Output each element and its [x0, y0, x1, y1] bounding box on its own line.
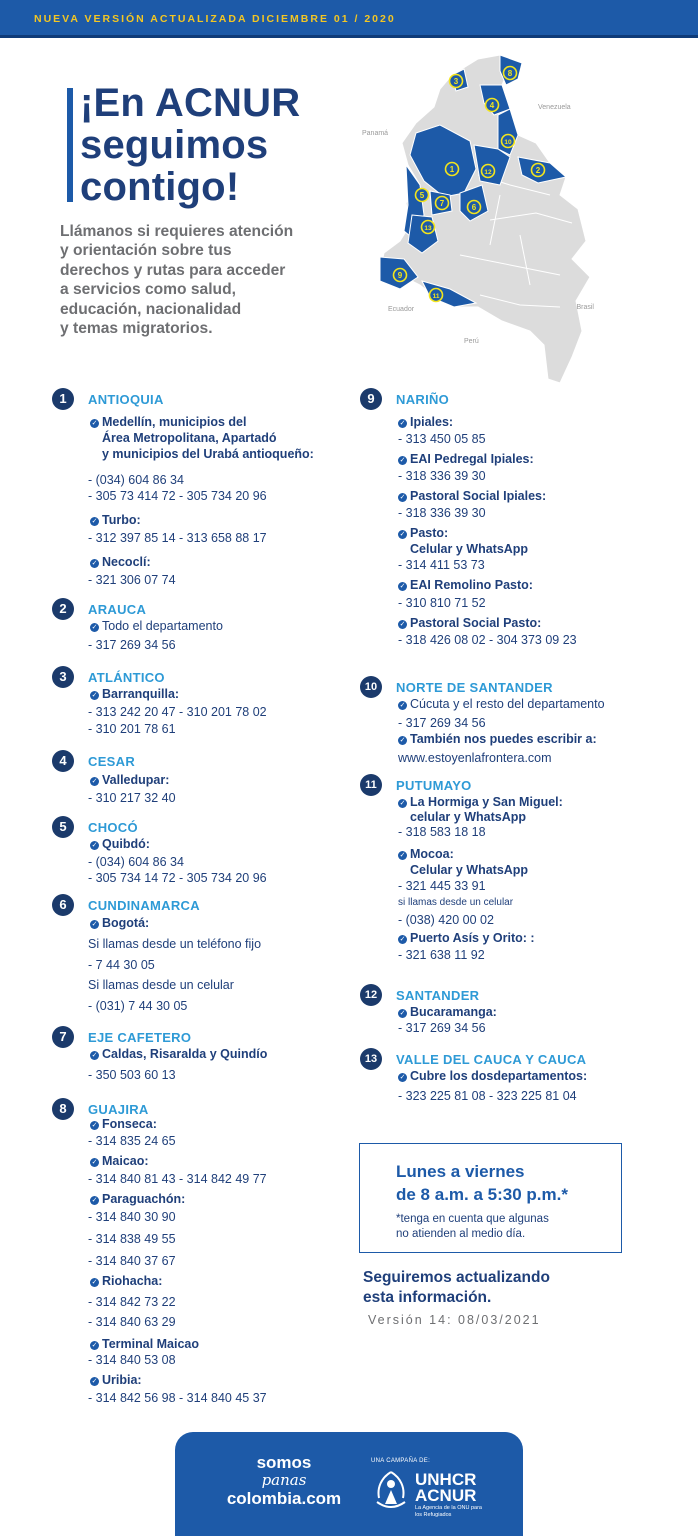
- line-text: Uribia:: [102, 1373, 142, 1387]
- department-number-badge: 4: [52, 750, 74, 772]
- department-number-badge: 12: [360, 984, 382, 1006]
- check-icon: ✓: [91, 692, 98, 699]
- location-label: [398, 615, 541, 631]
- line-text: - 318 583 18 18: [398, 825, 486, 839]
- check-icon: ✓: [91, 1378, 98, 1385]
- location-label: [90, 618, 223, 634]
- department-name: NARIÑO: [396, 392, 450, 407]
- intro-line: a servicios como salud,: [60, 281, 236, 299]
- location-label: [90, 554, 151, 570]
- location-label: [398, 525, 448, 541]
- check-icon: ✓: [91, 778, 98, 785]
- hours-time: de 8 a.m. a 5:30 p.m.*: [396, 1185, 568, 1204]
- department-number-badge: 11: [360, 774, 382, 796]
- map-marker-label: 9: [397, 271, 403, 280]
- hours-box: [359, 1143, 622, 1253]
- department-name: ARAUCA: [88, 602, 147, 617]
- check-icon: ✓: [399, 737, 406, 744]
- map-label-venezuela: Venezuela: [538, 104, 571, 111]
- department-name: GUAJIRA: [88, 1102, 149, 1117]
- line-text: - 318 426 08 02 - 304 373 09 23: [398, 633, 577, 647]
- line-text: Caldas, Risaralda y Quindío: [102, 1047, 268, 1061]
- top-banner: [0, 0, 698, 38]
- map-marker-label: 1: [449, 165, 455, 174]
- colombia-map: [360, 45, 598, 387]
- line-text: Celular y WhatsApp: [410, 863, 529, 877]
- line-text: si llamas desde un celular: [398, 897, 514, 908]
- line-text: - 313 242 20 47 - 310 201 78 02: [88, 705, 267, 719]
- phone-line: [398, 947, 485, 963]
- map-marker-label: 11: [432, 293, 440, 300]
- intro-line: Llámanos si requieres atención: [60, 223, 294, 240]
- check-icon: ✓: [399, 702, 406, 709]
- phone-line: [88, 1314, 176, 1330]
- phone-line: [398, 505, 486, 521]
- location-label: [90, 1116, 157, 1132]
- line-text: - 318 336 39 30: [398, 469, 486, 483]
- location-label: [398, 577, 533, 593]
- map-marker-label: 8: [507, 69, 513, 78]
- line-text: - 321 445 33 91: [398, 879, 486, 893]
- line-text: Riohacha:: [102, 1274, 163, 1288]
- line-text: - 314 840 53 08: [88, 1353, 176, 1367]
- line-text: Terminal Maicao: [102, 1337, 200, 1351]
- line-text: - 350 503 60 13: [88, 1068, 176, 1082]
- line-text: - 7 44 30 05: [88, 958, 155, 972]
- location-label: [90, 1336, 199, 1352]
- headline-line: seguimos: [80, 123, 269, 167]
- line-text: - 317 269 34 56: [398, 1021, 486, 1035]
- location-label: [398, 794, 563, 810]
- location-label: [90, 772, 169, 788]
- phone-line: [88, 870, 267, 886]
- department-number-badge: 7: [52, 1026, 74, 1048]
- update-notice: [363, 1268, 550, 1308]
- phone-line: [398, 468, 486, 484]
- intro-text: [60, 222, 350, 338]
- map-marker-label: 7: [439, 199, 445, 208]
- department-number-badge: 5: [52, 816, 74, 838]
- line-text: - 313 450 05 85: [398, 432, 486, 446]
- version-label: Versión 14: 08/03/2021: [368, 1313, 541, 1327]
- check-icon: ✓: [91, 1279, 98, 1286]
- map-marker-label: 3: [453, 77, 459, 86]
- department-number-badge: 8: [52, 1098, 74, 1120]
- check-icon: ✓: [399, 531, 406, 538]
- check-icon: ✓: [91, 921, 98, 928]
- department-name: ANTIOQUIA: [88, 392, 164, 407]
- phone-line: [398, 557, 485, 573]
- phone-line: [88, 530, 267, 546]
- line-text: - 314 838 49 55: [88, 1232, 176, 1246]
- line-text: Pastoral Social Ipiales:: [410, 489, 547, 503]
- hours-note-line: no atienden al medio día.: [396, 1228, 526, 1240]
- check-icon: ✓: [399, 852, 406, 859]
- department-name: CUNDINAMARCA: [88, 898, 200, 913]
- line-text: - 314 842 73 22: [88, 1295, 176, 1309]
- campaign-label: UNA CAMPAÑA DE:: [371, 1458, 431, 1464]
- line-text: - 305 73 414 72 - 305 734 20 96: [88, 489, 267, 503]
- location-label: [398, 1068, 587, 1084]
- logo-panas: panas: [261, 1471, 307, 1489]
- line-text: Bogotá:: [102, 916, 150, 930]
- line-text: Necoclí:: [102, 555, 151, 569]
- phone-line: [88, 721, 176, 737]
- location-label-continued: [410, 862, 528, 878]
- line-text: - 305 734 14 72 - 305 734 20 96: [88, 871, 267, 885]
- line-text: - 323 225 81 08 - 323 225 81 04: [398, 1089, 577, 1103]
- headline-accent-bar: [67, 88, 73, 202]
- phone-line: [88, 1209, 176, 1225]
- line-text: Quibdó:: [102, 837, 150, 851]
- location-label-continued: [410, 541, 528, 557]
- map-label-brasil: Brasil: [576, 304, 594, 311]
- intro-line: y orientación sobre tus: [60, 242, 232, 260]
- check-icon: ✓: [399, 936, 406, 943]
- phone-line: [88, 957, 155, 973]
- phone-line: [88, 1067, 176, 1083]
- department-number-badge: 6: [52, 894, 74, 916]
- check-icon: ✓: [399, 457, 406, 464]
- line-text: - 318 336 39 30: [398, 506, 486, 520]
- line-text: - (038) 420 00 02: [398, 913, 494, 927]
- map-label-peru: Perú: [464, 338, 479, 345]
- location-label: [398, 1004, 497, 1020]
- check-icon: ✓: [91, 624, 98, 631]
- line-text: Cúcuta y el resto del departamento: [410, 697, 605, 711]
- line-text: Celular y WhatsApp: [410, 542, 529, 556]
- check-icon: ✓: [399, 583, 406, 590]
- line-text: - 314 840 81 43 - 314 842 49 77: [88, 1172, 267, 1186]
- location-label: [398, 846, 454, 862]
- department-number-badge: 9: [360, 388, 382, 410]
- check-icon: ✓: [399, 1010, 406, 1017]
- check-icon: ✓: [91, 420, 98, 427]
- footer-banner: [175, 1432, 523, 1536]
- unhcr-wordmark: [415, 1472, 476, 1504]
- line-text: Fonseca:: [102, 1117, 157, 1131]
- department-name: PUTUMAYO: [396, 778, 472, 793]
- phone-line: [398, 715, 486, 731]
- line-text: Paraguachón:: [102, 1192, 186, 1206]
- line-text: - 314 842 56 98 - 314 840 45 37: [88, 1391, 267, 1405]
- department-number-badge: 13: [360, 1048, 382, 1070]
- location-label: [90, 915, 149, 931]
- check-icon: ✓: [399, 800, 406, 807]
- phone-line: [88, 1390, 267, 1406]
- line-text: - 310 201 78 61: [88, 722, 176, 736]
- line-text: EAI Remolino Pasto:: [410, 578, 533, 592]
- line-text: Cubre los dosdepartamentos:: [410, 1069, 588, 1083]
- department-name: CESAR: [88, 754, 136, 769]
- line-text: Pastoral Social Pasto:: [410, 616, 542, 630]
- location-label-continued: [410, 809, 526, 825]
- top-banner-text: NUEVA VERSIÓN ACTUALIZADA DICIEMBRE 01 / 2020: [34, 13, 396, 25]
- phone-line: [398, 632, 577, 648]
- line-text: - 314 840 30 90: [88, 1210, 176, 1224]
- location-label: [90, 512, 141, 528]
- line-text: - 317 269 34 56: [398, 716, 486, 730]
- location-label: [90, 414, 246, 430]
- phone-line: [398, 1088, 577, 1104]
- check-icon: ✓: [91, 842, 98, 849]
- phone-line: [88, 704, 267, 720]
- department-number-badge: 3: [52, 666, 74, 688]
- line-text: Valledupar:: [102, 773, 170, 787]
- phone-line: [398, 895, 513, 911]
- intro-line: educación, nacionalidad: [60, 300, 242, 318]
- phone-line: [88, 936, 261, 952]
- line-text: - 310 217 32 40: [88, 791, 176, 805]
- line-text: - 314 411 53 73: [398, 558, 485, 572]
- phone-line: [398, 431, 486, 447]
- phone-line: [398, 824, 486, 840]
- check-icon: ✓: [399, 1074, 406, 1081]
- check-icon: ✓: [399, 420, 406, 427]
- line-text: Medellín, municipios del: [102, 415, 247, 429]
- line-text: - 321 306 07 74: [88, 573, 176, 587]
- line-text: - 314 835 24 65: [88, 1134, 176, 1148]
- phone-line: [398, 1020, 486, 1036]
- map-marker-label: 4: [489, 101, 495, 110]
- phone-line: [88, 1171, 267, 1187]
- phone-line: [88, 472, 184, 488]
- line-text: - 314 840 37 67: [88, 1254, 176, 1268]
- line-text: Bucaramanga:: [410, 1005, 497, 1019]
- unhcr-text: UNHCR: [415, 1470, 477, 1489]
- line-text: Maicao:: [102, 1154, 149, 1168]
- logo-site: colombia.com: [226, 1489, 342, 1508]
- line-text: Puerto Asís y Orito: :: [410, 931, 535, 945]
- phone-line: [398, 912, 494, 928]
- line-text: - 317 269 34 56: [88, 638, 176, 652]
- map-marker-label: 2: [535, 166, 541, 175]
- location-label: [90, 1273, 162, 1289]
- location-label-continued: [102, 446, 314, 462]
- location-label: [398, 930, 535, 946]
- location-label: [90, 1372, 142, 1388]
- line-text: - 310 810 71 52: [398, 596, 486, 610]
- map-label-panama: Panamá: [362, 130, 389, 137]
- location-label: [398, 414, 453, 430]
- line-text: - (034) 604 86 34: [88, 855, 184, 869]
- phone-line: [88, 1133, 176, 1149]
- phone-line: [88, 1294, 176, 1310]
- phone-line: [88, 1253, 176, 1269]
- department-name: CHOCÓ: [88, 820, 138, 835]
- check-icon: ✓: [399, 494, 406, 501]
- line-text: Barranquilla:: [102, 687, 180, 701]
- department-number-badge: 1: [52, 388, 74, 410]
- line-text: - 312 397 85 14 - 313 658 88 17: [88, 531, 267, 545]
- line-text: - (034) 604 86 34: [88, 473, 184, 487]
- line-text: Si llamas desde un celular: [88, 978, 234, 992]
- line-text: - 321 638 11 92: [398, 948, 485, 962]
- line-text: Mocoa:: [410, 847, 454, 861]
- line-text: - 314 840 63 29: [88, 1315, 176, 1329]
- department-name: ATLÁNTICO: [88, 670, 165, 685]
- update-line: Seguiremos actualizando: [363, 1269, 550, 1286]
- phone-line: [88, 572, 176, 588]
- map-marker-label: 13: [424, 225, 432, 232]
- intro-line: y temas migratorios.: [60, 320, 213, 338]
- headline: [80, 82, 300, 208]
- update-line: esta información.: [363, 1289, 492, 1306]
- line-text: La Hormiga y San Miguel:: [410, 795, 563, 809]
- location-label: [398, 731, 597, 747]
- department-number-badge: 10: [360, 676, 382, 698]
- check-icon: ✓: [91, 518, 98, 525]
- hours-main: [396, 1160, 568, 1206]
- phone-line: [88, 637, 176, 653]
- line-text: Si llamas desde un teléfono fijo: [88, 937, 262, 951]
- line-text: EAI Pedregal Ipiales:: [410, 452, 534, 466]
- hours-note-line: *tenga en cuenta que algunas: [396, 1213, 549, 1225]
- line-text: Área Metropolitana, Apartadó: [102, 431, 277, 445]
- line-text: celular y WhatsApp: [410, 810, 526, 824]
- phone-line: [88, 977, 234, 993]
- phone-line: [88, 790, 176, 806]
- department-name: NORTE DE SANTANDER: [396, 680, 553, 695]
- acnur-text: ACNUR: [415, 1486, 477, 1505]
- phone-line: [398, 750, 552, 766]
- location-label: [398, 696, 605, 712]
- location-label: [90, 1046, 267, 1062]
- map-marker-label: 5: [419, 191, 425, 200]
- hours-days: Lunes a viernes: [396, 1162, 525, 1181]
- line-text: - (031) 7 44 30 05: [88, 999, 188, 1013]
- line-text: Turbo:: [102, 513, 141, 527]
- headline-line: ¡En ACNUR: [80, 81, 301, 125]
- location-label: [90, 1153, 149, 1169]
- location-label-continued: [102, 430, 277, 446]
- location-label: [90, 836, 150, 852]
- phone-line: [88, 998, 187, 1014]
- phone-line: [88, 488, 267, 504]
- line-text: y municipios del Urabá antioqueño:: [102, 447, 314, 461]
- location-label: [398, 451, 534, 467]
- unhcr-emblem-icon: [371, 1468, 411, 1512]
- phone-line: [398, 878, 486, 894]
- map-marker-label: 6: [471, 203, 477, 212]
- check-icon: ✓: [91, 1197, 98, 1204]
- phone-line: [88, 1231, 176, 1247]
- line-text: También nos puedes escribir a:: [410, 732, 597, 746]
- map-marker-label: 12: [484, 169, 492, 176]
- check-icon: ✓: [399, 621, 406, 628]
- somos-panas-logo: [215, 1454, 353, 1509]
- department-name: VALLE DEL CAUCA Y CAUCA: [396, 1052, 587, 1067]
- hours-note: [396, 1212, 549, 1242]
- check-icon: ✓: [91, 560, 98, 567]
- line-text: Pasto:: [410, 526, 449, 540]
- check-icon: ✓: [91, 1342, 98, 1349]
- department-number-badge: 2: [52, 598, 74, 620]
- check-icon: ✓: [91, 1052, 98, 1059]
- phone-line: [398, 595, 486, 611]
- location-label: [90, 686, 179, 702]
- line-text: Todo el departamento: [102, 619, 223, 633]
- location-label: [90, 1191, 185, 1207]
- unhcr-subtitle: La Agencia de la ONU para los Refugiados: [415, 1505, 482, 1518]
- map-marker-label: 10: [504, 139, 512, 146]
- location-label: [398, 488, 546, 504]
- line-text: www.estoyenlafrontera.com: [398, 751, 552, 765]
- map-label-ecuador: Ecuador: [388, 306, 415, 313]
- check-icon: ✓: [91, 1159, 98, 1166]
- logo-somos: somos: [256, 1453, 312, 1472]
- phone-line: [88, 1352, 176, 1368]
- phone-line: [88, 854, 184, 870]
- department-name: SANTANDER: [396, 988, 480, 1003]
- headline-line: contigo!: [80, 165, 240, 209]
- department-name: EJE CAFETERO: [88, 1030, 192, 1045]
- line-text: Ipiales:: [410, 415, 454, 429]
- intro-line: derechos y rutas para acceder: [60, 261, 286, 279]
- check-icon: ✓: [91, 1122, 98, 1129]
